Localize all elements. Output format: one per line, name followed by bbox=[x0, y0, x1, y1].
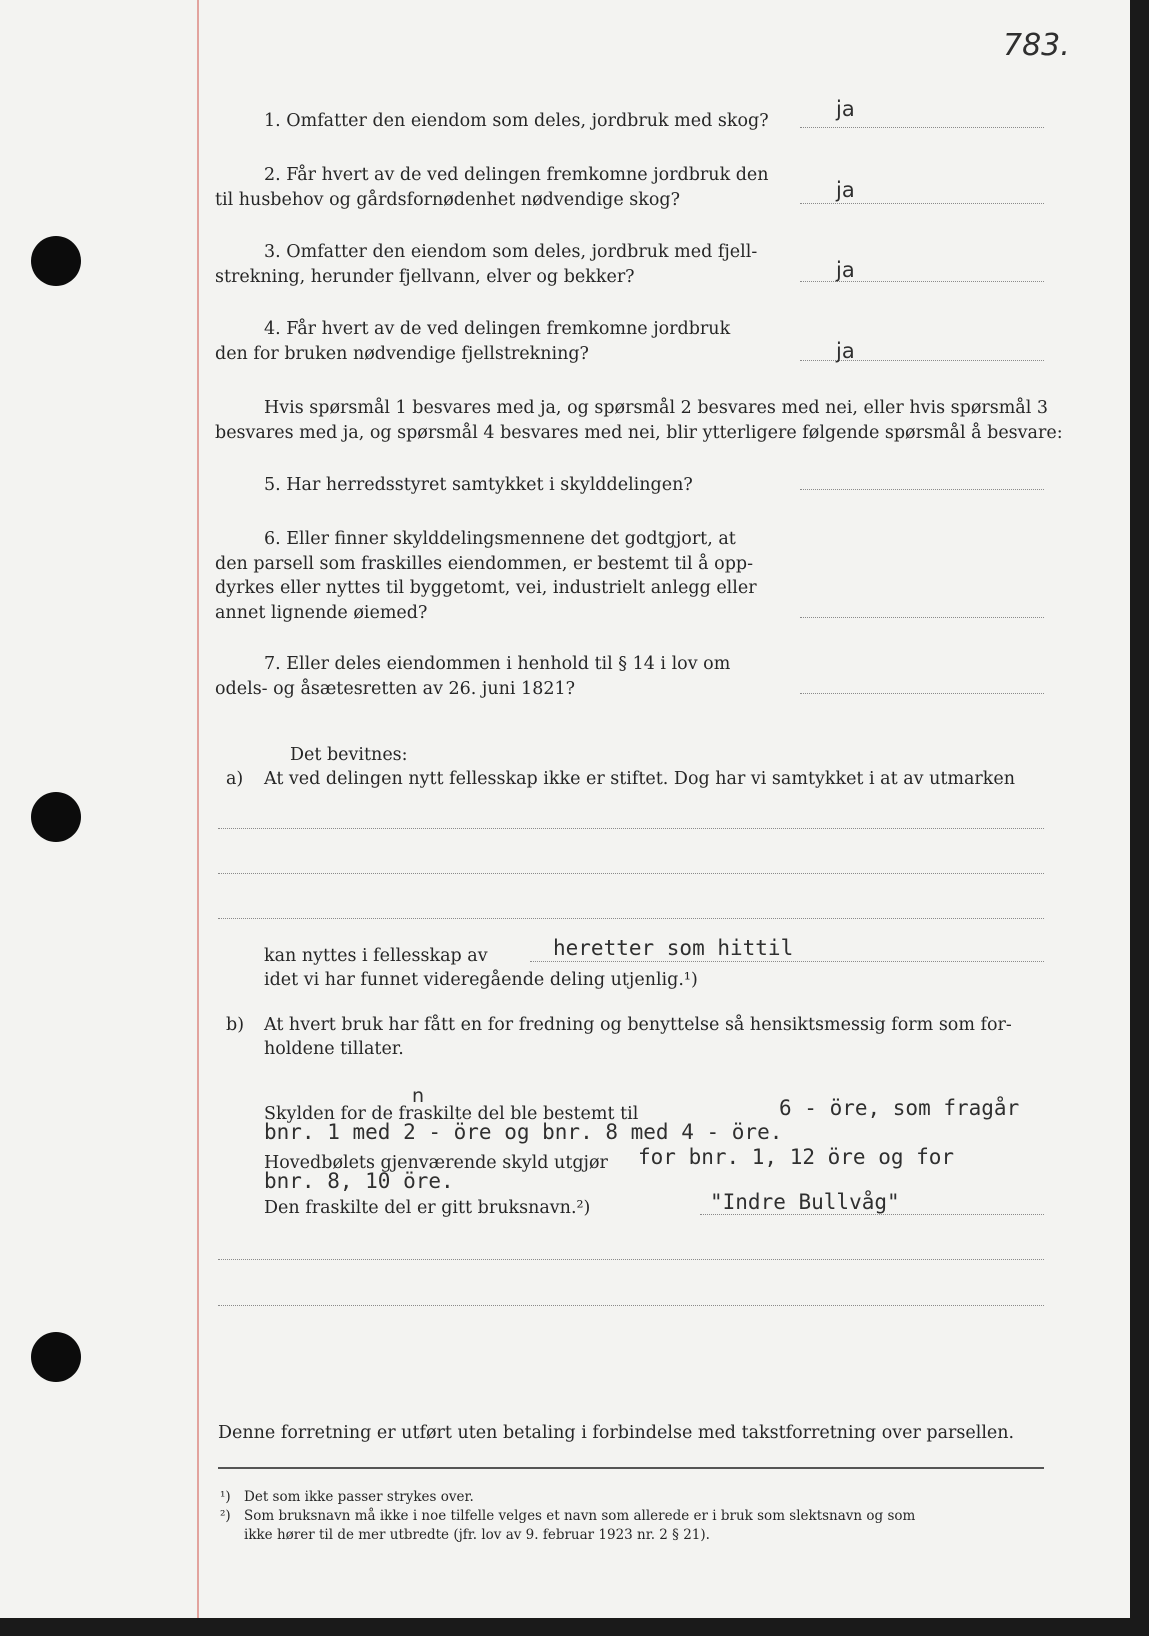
question-6-line-2: den parsell som fraskilles eiendommen, er bestemt til å opp- bbox=[215, 554, 754, 574]
answer-2: ja bbox=[836, 178, 855, 202]
blank-line bbox=[218, 918, 1044, 919]
question-6-line-4: annet lignende øiemed? bbox=[215, 603, 428, 623]
punch-hole bbox=[31, 1332, 81, 1382]
blank-line bbox=[218, 1259, 1044, 1260]
answer-line bbox=[800, 617, 1044, 618]
skyld-line-3-typed: for bnr. 1, 12 öre og for bbox=[638, 1145, 955, 1169]
question-4-line-2: den for bruken nødvendige fjellstrekning? bbox=[215, 344, 589, 364]
question-6-line-1: 6. Eller finner skylddelingsmennene det godtgjort, at bbox=[264, 529, 736, 549]
footnote-1-text: Det som ikke passer strykes over. bbox=[244, 1489, 474, 1505]
blank-line bbox=[218, 828, 1044, 829]
skyld-line-1-typed: 6 - öre, som fragår bbox=[779, 1096, 1020, 1120]
witness-b-line-1: At hvert bruk har fått en for fredning og benyttelse så hensiktsmessig form som for- bbox=[264, 1015, 1012, 1035]
question-5: 5. Har herredsstyret samtykket i skylddelingen? bbox=[264, 475, 693, 495]
punch-hole bbox=[31, 792, 81, 842]
footnote-2-mark: ²) bbox=[220, 1508, 231, 1524]
skyld-line-2-typed: bnr. 1 med 2 - öre og bnr. 8 med 4 - öre. bbox=[264, 1120, 783, 1144]
witness-kan-line: kan nyttes i fellesskap av bbox=[264, 946, 488, 966]
closing-statement: Denne forretning er utført uten betaling i forbindelse med takstforretning over parsellen. bbox=[218, 1423, 1015, 1443]
fill-line bbox=[530, 961, 1044, 962]
answer-3: ja bbox=[836, 258, 855, 282]
question-3-line-2: strekning, herunder fjellvann, elver og bekker? bbox=[215, 267, 635, 287]
footnote-rule bbox=[218, 1467, 1044, 1469]
condition-line-1: Hvis spørsmål 1 besvares med ja, og spørsmål 2 besvares med nei, eller hvis spørsmål 3 bbox=[264, 398, 1049, 418]
blank-line bbox=[218, 1305, 1044, 1306]
skyld-line-1-hand: n bbox=[412, 1085, 425, 1107]
skyld-line-5-printed: Den fraskilte del er gitt bruksnavn.²) bbox=[264, 1198, 591, 1218]
answer-1: ja bbox=[836, 97, 855, 121]
witness-b-line-2: holdene tillater. bbox=[264, 1039, 404, 1059]
condition-line-2: besvares med ja, og spørsmål 4 besvares med nei, blir ytterligere følgende spørsmål å besvare: bbox=[215, 423, 1063, 443]
punch-hole bbox=[31, 236, 81, 286]
footnote-2-line-1: Som bruksnavn må ikke i noe tilfelle velges et navn som allerede er i bruk som slektsnavn og som bbox=[244, 1508, 916, 1524]
witness-b-label: b) bbox=[226, 1015, 245, 1035]
question-2-line-2: til husbehov og gårdsfornødenhet nødvendige skog? bbox=[215, 190, 680, 210]
answer-line bbox=[800, 489, 1044, 490]
skyld-line-3-printed: Hovedbølets gjenværende skyld utgjør bbox=[264, 1153, 608, 1173]
margin-line bbox=[197, 0, 199, 1618]
footnote-2-line-2: ikke hører til de mer utbredte (jfr. lov av 9. februar 1923 nr. 2 § 21). bbox=[244, 1527, 710, 1543]
fill-line bbox=[700, 1214, 1044, 1215]
answer-line bbox=[800, 693, 1044, 694]
question-4-line-1: 4. Får hvert av de ved delingen fremkomne jordbruk bbox=[264, 319, 731, 339]
blank-line bbox=[218, 873, 1044, 874]
skyld-line-5-typed: "Indre Bullvåg" bbox=[710, 1190, 900, 1214]
question-1: 1. Omfatter den eiendom som deles, jordbruk med skog? bbox=[264, 111, 769, 131]
question-3-line-1: 3. Omfatter den eiendom som deles, jordbruk med fjell- bbox=[264, 242, 758, 262]
answer-line bbox=[800, 127, 1044, 128]
question-6-line-3: dyrkes eller nyttes til byggetomt, vei, industrielt anlegg eller bbox=[215, 578, 757, 598]
page-number: 783. bbox=[1003, 28, 1070, 63]
question-7-line-1: 7. Eller deles eiendommen i henhold til § 14 i lov om bbox=[264, 654, 731, 674]
answer-4: ja bbox=[836, 339, 855, 363]
answer-line bbox=[800, 203, 1044, 204]
witness-intro: Det bevitnes: bbox=[290, 745, 408, 765]
witness-a-text: At ved delingen nytt fellesskap ikke er stiftet. Dog har vi samtykket i at av utmarken bbox=[264, 769, 1016, 789]
question-7-line-2: odels- og åsætesretten av 26. juni 1821? bbox=[215, 679, 575, 699]
footnote-1-mark: ¹) bbox=[220, 1489, 231, 1505]
skyld-line-1-printed: Skylden for de fraskilte del ble bestemt til bbox=[264, 1104, 639, 1124]
question-2-line-1: 2. Får hvert av de ved delingen fremkomne jordbruk den bbox=[264, 165, 769, 185]
witness-idet-line: idet vi har funnet videregående deling utjenlig.¹) bbox=[264, 970, 698, 990]
skyld-line-4-typed: bnr. 8, 10 öre. bbox=[264, 1169, 454, 1193]
witness-kan-fill: heretter som hittil bbox=[553, 936, 794, 960]
witness-a-label: a) bbox=[226, 769, 244, 789]
